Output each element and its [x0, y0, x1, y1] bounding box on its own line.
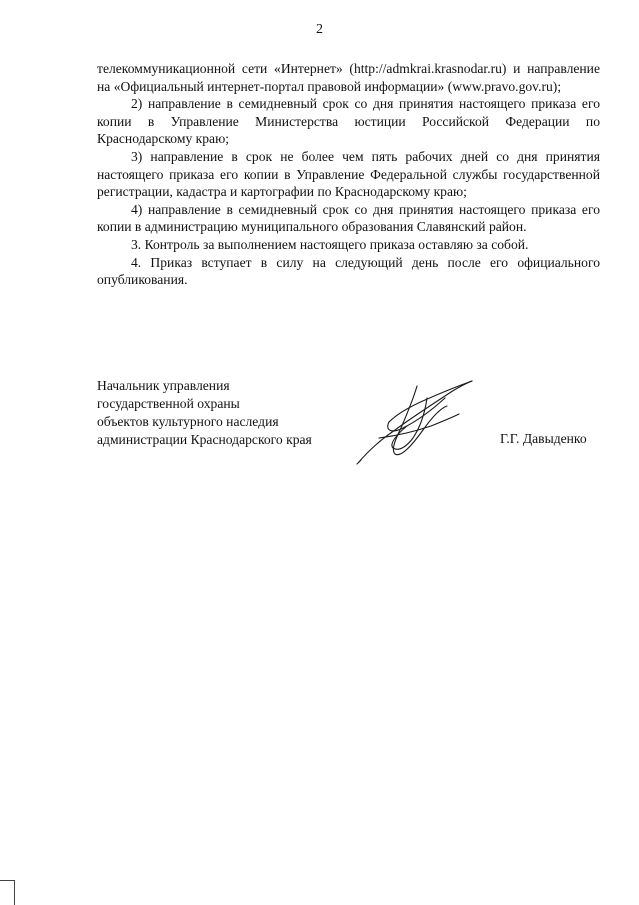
paragraph: 2) направление в семидневный срок со дня принятия настоящего приказа его копии в Управление Министерства юстиции Российской Федерации по Краснодарскому краю; — [97, 96, 600, 147]
paragraph: 3. Контроль за выполнением настоящего приказа оставляю за собой. — [131, 236, 529, 252]
signer-name: Г.Г. Давыденко — [500, 431, 587, 446]
document-body — [97, 60, 600, 289]
signatory-title-line: Начальник управления — [97, 378, 230, 393]
paragraph: телекоммуникационной сети «Интернет» (http://admkrai.krasnodar.ru) и направление на «Официальный интернет-портал правовой информации» (www.pravo.gov.ru); — [97, 61, 600, 94]
signatory-title-line: администрации Краснодарского края — [97, 432, 312, 447]
page-number: 2 — [316, 22, 323, 37]
paragraph: 4. Приказ вступает в силу на следующий день после его официального опубликования. — [97, 254, 600, 288]
signatory-title — [97, 377, 312, 449]
paragraph: 3) направление в срок не более чем пять рабочих дней со дня принятия настоящего приказа его копии в Управление Федеральной службы государственной регистрации, кадастра и картографии по Краснодарскому краю; — [97, 148, 600, 200]
scan-edge-mark — [0, 880, 15, 905]
signatory-title-line: объектов культурного наследия — [97, 414, 279, 429]
handwritten-signature — [355, 378, 475, 466]
paragraph: 4) направление в семидневный срок со дня принятия настоящего приказа его копии в администрацию муниципального образования Славянский район. — [97, 201, 600, 235]
signatory-title-line: государственной охраны — [97, 396, 240, 411]
